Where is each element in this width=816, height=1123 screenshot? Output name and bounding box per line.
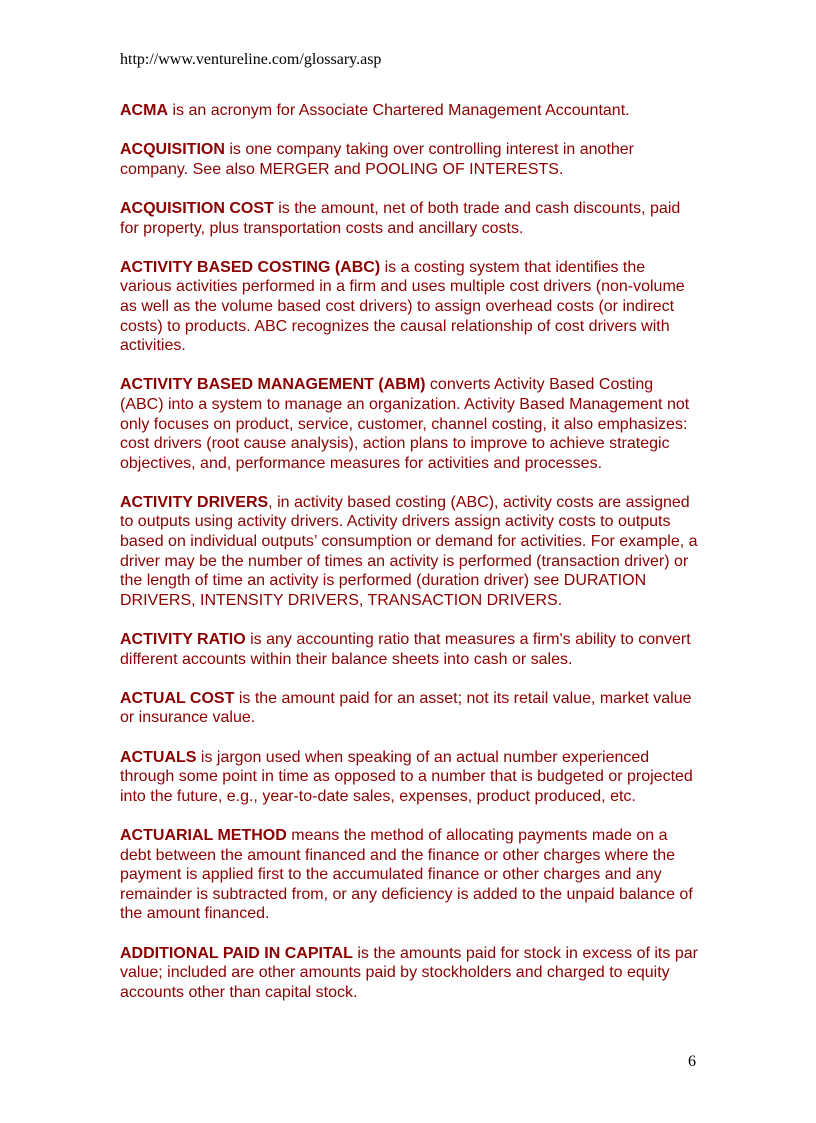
entry-term: ACTIVITY BASED COSTING (ABC) xyxy=(120,258,381,276)
glossary-entry xyxy=(120,199,700,238)
page-number: 6 xyxy=(688,1053,696,1070)
glossary-entry xyxy=(120,375,700,473)
glossary-entry xyxy=(120,258,700,356)
entry-definition: is the amount paid for an asset; not its retail value, market value or insurance value. xyxy=(120,689,692,727)
entry-definition: converts Activity Based Costing (ABC) into a system to manage an organization. Activity Based Management not only focuses on product, service, customer, channel costing, it also emphasizes: cost drivers (root cause analysis), action plans to improve to achieve strategic objectives, and, performance measures for activities and processes. xyxy=(120,376,690,472)
glossary-entry xyxy=(120,493,700,611)
entry-definition: is an acronym for Associate Chartered Management Accountant. xyxy=(168,102,630,119)
glossary-entry xyxy=(120,101,700,121)
entry-term: ACTIVITY BASED MANAGEMENT (ABM) xyxy=(120,376,426,394)
entry-term: ACQUISITION xyxy=(120,141,225,159)
source-url: http://www.ventureline.com/glossary.asp xyxy=(120,51,382,68)
entry-definition: is any accounting ratio that measures a firm's ability to convert different accounts within their balance sheets into cash or sales. xyxy=(120,631,691,668)
glossary-entry xyxy=(120,630,700,669)
entry-term: ADDITIONAL PAID IN CAPITAL xyxy=(120,944,353,962)
entry-term: ACQUISITION COST xyxy=(120,199,274,217)
glossary-entry xyxy=(120,748,700,807)
entry-definition: is the amounts paid for stock in excess of its par value; included are other amounts paid by stockholders and charged to equity accounts other than capital stock. xyxy=(120,944,698,1001)
glossary-entry xyxy=(120,944,700,1003)
entry-term: ACTUALS xyxy=(120,748,197,766)
entry-term: ACTUAL COST xyxy=(120,689,235,707)
entry-term: ACMA xyxy=(120,102,168,119)
entry-definition: is jargon used when speaking of an actual number experienced through some point in time as opposed to a number that is budgeted or projected into the future, e.g., year-to-date sales, expenses, product produced, etc. xyxy=(120,748,693,805)
entry-term: ACTUARIAL METHOD xyxy=(120,826,287,844)
glossary-entry xyxy=(120,689,700,728)
entry-definition: is one company taking over controlling interest in another company. See also MERGER and POOLING OF INTERESTS. xyxy=(120,141,635,178)
entry-definition: is a costing system that identifies the various activities performed in a firm and uses multiple cost drivers (non-volume as well as the volume based cost drivers) to assign overhead costs (or indirect costs) to products. ABC recognizes the causal relationship of cost drivers with activities. xyxy=(120,258,685,355)
glossary-entry xyxy=(120,140,700,179)
entry-term: ACTIVITY DRIVERS xyxy=(120,493,269,511)
entry-definition: means the method of allocating payments made on a debt between the amount financed and the finance or other charges where the payment is applied first to the accumulated finance or other charges and any remainder is subtracted from, or any deficiency is added to the unpaid balance of the amount financed. xyxy=(120,826,693,923)
entry-definition: is the amount, net of both trade and cash discounts, paid for property, plus transportation costs and ancillary costs. xyxy=(120,199,681,237)
glossary-entry xyxy=(120,826,700,924)
glossary-entries xyxy=(120,101,700,1022)
entry-definition: , in activity based costing (ABC), activity costs are assigned to outputs using activity drivers. Activity drivers assign activity costs to outputs based on individual outputs’ consumption or demand for activities. For example, a driver may be the number of times an activity is performed (transaction driver) or the length of time an activity is performed (duration driver) see DURATION DRIVERS, INTENSITY DRIVERS, TRANSACTION DRIVERS. xyxy=(120,493,698,609)
entry-term: ACTIVITY RATIO xyxy=(120,631,246,649)
